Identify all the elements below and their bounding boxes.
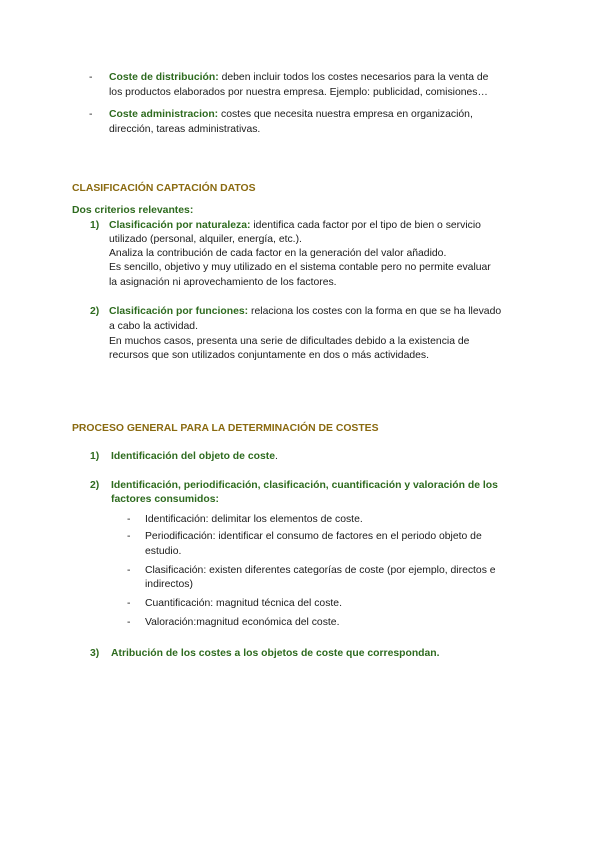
term-label: Clasificación por naturaleza: [109,220,251,231]
list-dash: - [127,531,131,542]
sub-item-continued: estudio. [145,546,182,557]
item-text-continued: dirección, tareas administrativas. [109,124,261,135]
sub-item: Valoración:magnitud económica del coste. [145,617,340,628]
item-text-continued: los productos elaborados por nuestra empresa. Ejemplo: publicidad, comisiones… [109,87,488,98]
list-number: 2) [90,480,100,491]
step-label: Identificación del objeto de coste [111,451,275,462]
term-label: Clasificación por funciones: [109,306,249,317]
step-label: Identificación, periodificación, clasificación, cuantificación y valoración de los [111,480,498,491]
list-number: 3) [90,648,100,659]
item-text: costes que necesita nuestra empresa en organización, [218,109,473,120]
list-dash: - [89,109,93,120]
item-text-continued: utilizado (personal, alquiler, energía, etc.). [109,234,302,245]
item-text-continued: a cabo la actividad. [109,321,198,332]
section-heading: PROCESO GENERAL PARA LA DETERMINACIÓN DE COSTES [72,423,379,434]
item-text: identifica cada factor por el tipo de bien o servicio [250,220,481,231]
sub-item-continued: indirectos) [145,579,193,590]
step-label: Atribución de los costes a los objetos de coste que correspondan. [111,648,440,659]
item-text-continued: Es sencillo, objetivo y muy utilizado en el sistema contable pero no permite evaluar [109,262,491,273]
list-item [109,71,488,86]
list-item [109,305,501,320]
list-item [109,219,481,234]
item-text-continued: recursos que son utilizados conjuntamente en dos o más actividades. [109,350,429,361]
list-dash: - [89,72,93,83]
list-number: 1) [90,220,100,231]
list-item [109,108,473,123]
list-dash: - [127,617,131,628]
list-dash: - [127,514,131,525]
step-label-continued: factores consumidos: [111,494,219,505]
sub-item: Clasificación: existen diferentes categorías de coste (por ejemplo, directos e [145,565,496,576]
list-dash: - [127,565,131,576]
sub-item: Identificación: delimitar los elementos de coste. [145,514,363,525]
item-text-continued: En muchos casos, presenta una serie de dificultades debido a la existencia de [109,336,470,347]
item-text: relaciona los costes con la forma en que se ha llevado [248,306,502,317]
list-item [111,450,278,465]
sub-item: Cuantificación: magnitud técnica del coste. [145,598,342,609]
item-text-continued: la asignación ni aprovechamiento de los factores. [109,277,337,288]
section-subheading: Dos criterios relevantes: [72,205,194,216]
term-label: Coste administracion: [109,109,219,120]
section-heading: CLASIFICACIÓN CAPTACIÓN DATOS [72,183,256,194]
list-number: 2) [90,306,100,317]
sub-item: Periodificación: identificar el consumo de factores en el periodo objeto de [145,531,482,542]
item-text-continued: Analiza la contribución de cada factor en la generación del valor añadido. [109,248,447,259]
item-text: deben incluir todos los costes necesarios para la venta de [218,72,489,83]
punctuation: . [274,451,278,462]
term-label: Coste de distribución: [109,72,219,83]
list-number: 1) [90,451,100,462]
list-dash: - [127,598,131,609]
